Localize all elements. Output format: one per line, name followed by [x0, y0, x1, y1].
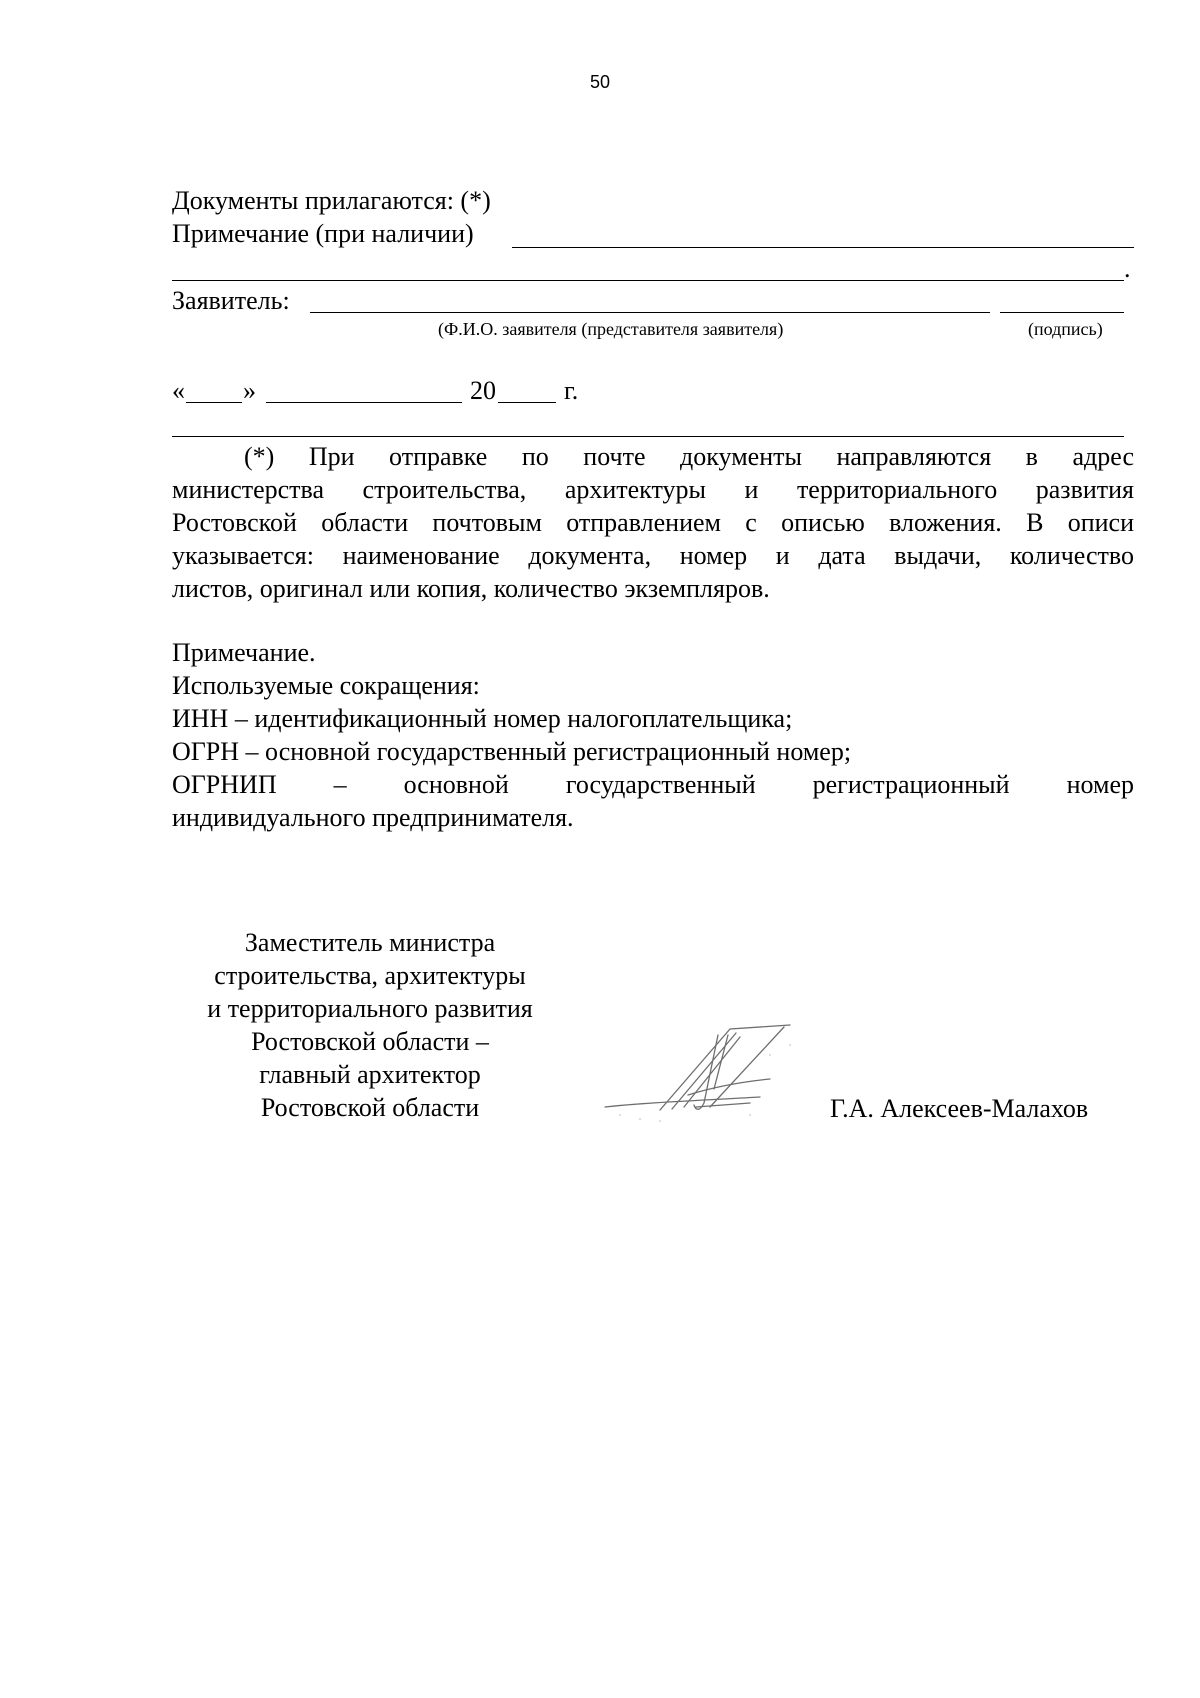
footnote-line: указывается: наименование документа, номер и дата выдачи, количество — [172, 541, 1134, 570]
handwritten-signature — [600, 1015, 810, 1130]
signer-name: Г.А. Алексеев-Малахов — [830, 1094, 1089, 1123]
signatory-position-line: Ростовской области – — [251, 1027, 489, 1056]
date-year-suffix: г. — [564, 376, 579, 405]
footnote-line: (*) При отправке по почте документы направляются в адрес — [244, 442, 1134, 471]
note-continuation-line[interactable] — [172, 280, 1124, 281]
signature-caption: (подпись) — [1028, 319, 1103, 339]
applicant-signature-line[interactable] — [1000, 312, 1124, 313]
date-year-line[interactable] — [498, 402, 556, 403]
notes-subtitle: Используемые сокращения: — [172, 671, 480, 700]
date-day-line[interactable] — [186, 402, 242, 403]
applicant-name-line[interactable] — [310, 312, 990, 313]
date-open-quote: « — [172, 376, 185, 405]
abbreviation-item: ИНН – идентификационный номер налогоплательщика; — [172, 704, 793, 733]
footnote-line: министерства строительства, архитектуры и территориального развития — [172, 475, 1134, 504]
abbreviation-item: индивидуального предпринимателя. — [172, 803, 574, 832]
applicant-label: Заявитель: — [172, 286, 290, 315]
date-year-prefix: 20 — [470, 376, 496, 405]
signatory-position-line: Заместитель министра — [244, 928, 496, 957]
page-number: 50 — [589, 72, 611, 92]
abbreviation-item: ОГРН – основной государственный регистрационный номер; — [172, 737, 852, 766]
note-period: . — [1124, 254, 1131, 283]
signatory-position-line: Ростовской области — [260, 1093, 480, 1122]
attachments-label: Документы прилагаются: (*) — [172, 186, 491, 215]
footnote-separator — [172, 436, 1124, 437]
notes-title: Примечание. — [172, 638, 316, 667]
signatory-position-line: строительства, архитектуры — [214, 961, 526, 990]
abbreviation-item: ОГРНИП – основной государственный регистрационный номер — [172, 770, 1134, 799]
signatory-position — [180, 926, 560, 1124]
signatory-position-line: главный архитектор — [259, 1060, 481, 1089]
applicant-name-caption: (Ф.И.О. заявителя (представителя заявителя) — [438, 319, 784, 339]
signatory-position-line: и территориального развития — [207, 994, 533, 1023]
note-input-line[interactable] — [512, 247, 1134, 248]
abbreviations-notes — [172, 636, 1134, 834]
date-close-quote: » — [243, 376, 256, 405]
note-label: Примечание (при наличии) — [172, 219, 474, 248]
footnote-line: Ростовской области почтовым отправлением с описью вложения. В описи — [172, 508, 1134, 537]
date-month-line[interactable] — [266, 402, 462, 403]
footnote-text — [172, 440, 1134, 605]
footnote-line: листов, оригинал или копия, количество экземпляров. — [172, 574, 770, 603]
